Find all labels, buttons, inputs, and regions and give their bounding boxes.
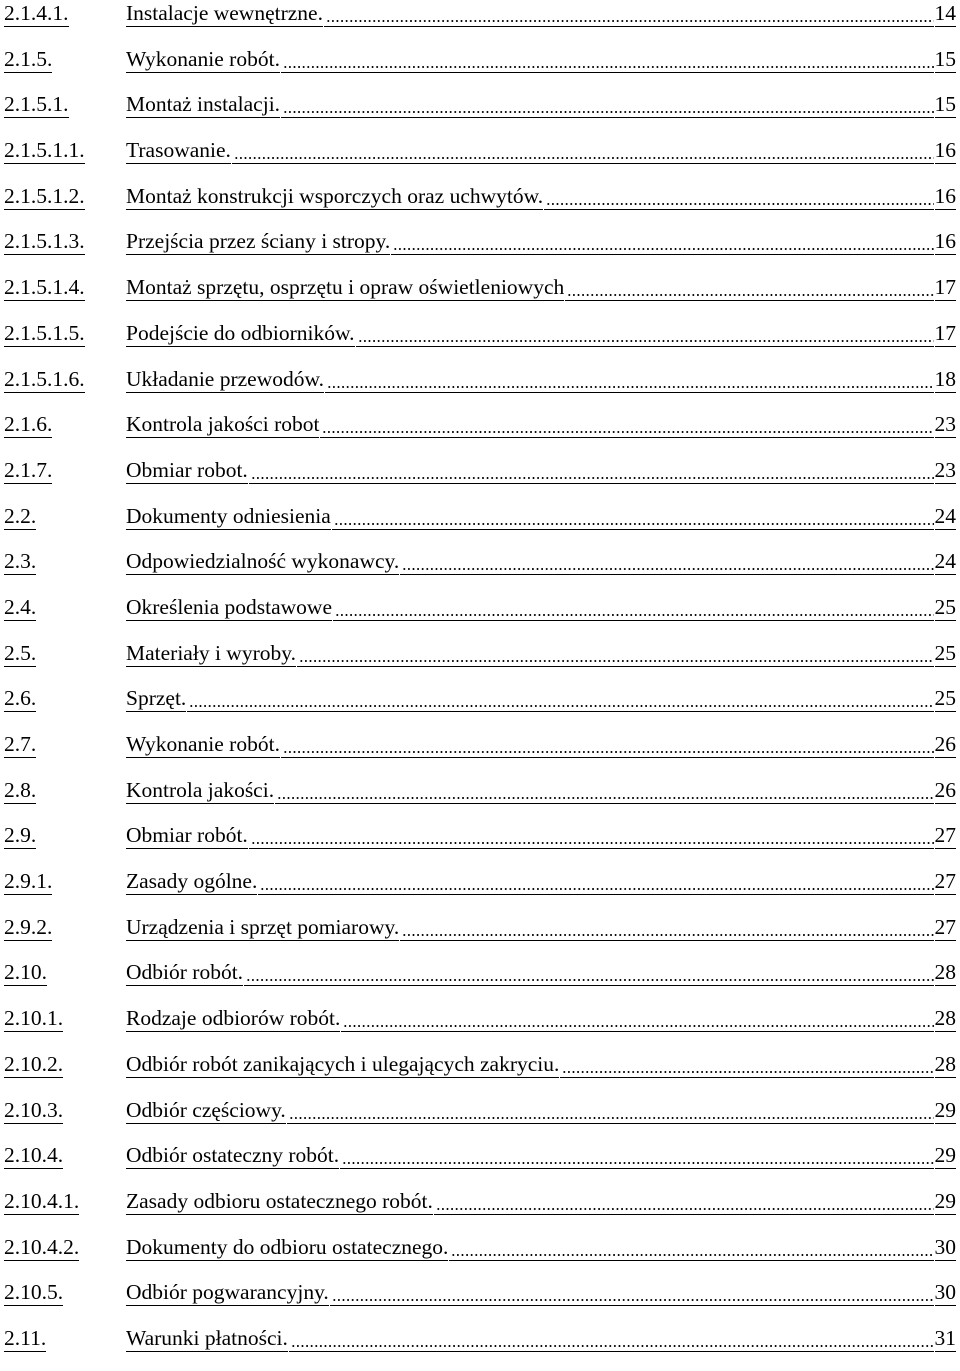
toc-entry-number-underline [4,803,36,804]
toc-dot-leader [325,366,933,393]
toc-entry-row [126,1005,956,1033]
toc-entry-link[interactable] [0,366,960,412]
toc-entry-link[interactable] [0,457,960,503]
toc-dot-leader [232,137,934,164]
toc-entry-link[interactable] [0,411,960,457]
toc-entry-row [126,0,956,28]
toc-entry-row [126,1234,956,1262]
toc-entry-row [126,91,956,119]
toc-entry-link[interactable] [0,1005,960,1051]
toc-entry-link[interactable] [0,1142,960,1188]
toc-entry-title: Rodzaje odbiorów robót. [126,1006,341,1031]
toc-entry[interactable] [0,1005,960,1051]
toc-entry-row [126,46,956,74]
toc-entry-title: Odbiór robót. [126,960,244,985]
toc-entry-row [126,685,956,713]
toc-entry-number: 2.9.1. [4,869,53,894]
toc-entry-link[interactable] [0,594,960,640]
toc-entry-number: 2.8. [4,777,37,802]
toc-entry-link[interactable] [0,1188,960,1234]
toc-entry-number-underline [4,483,52,484]
toc-entry-number: 2.7. [4,732,37,756]
toc-entry-number: 2.1.7. [4,457,53,482]
toc-entry-number: 2.1.5.1.6. [4,366,85,391]
toc-entry-number-underline [4,163,85,164]
toc-entry-number-underline [4,346,85,347]
toc-entry-link[interactable] [0,137,960,183]
toc-entry-row [126,183,956,211]
toc-dot-leader [434,1188,934,1215]
toc-entry-number: 2.9. [4,823,37,848]
toc-entry-page-number: 18 [934,366,956,391]
toc-entry-title: Odpowiedzialność wykonawcy. [126,549,400,574]
toc-entry[interactable] [0,457,960,503]
toc-dot-leader [391,228,933,255]
toc-entry-number: 2.1.5.1.1. [4,138,85,163]
toc-entry-title: Zasady ogólne. [126,869,258,894]
toc-entry-title: Warunki płatności. [126,1325,288,1350]
toc-dot-leader [320,411,933,438]
toc-entry-page-number: 17 [934,275,956,300]
toc-dot-leader [249,457,934,484]
toc-entry-title: Kontrola jakości. [126,777,275,802]
toc-dot-leader [356,320,934,347]
toc-entry-link[interactable] [0,731,960,777]
toc-entry-title: Kontrola jakości robot [126,412,320,437]
toc-dot-leader [297,640,934,667]
toc-entry[interactable] [0,959,960,1005]
toc-dot-leader [560,1051,933,1078]
toc-entry-number-underline [4,1214,79,1215]
toc-entry-link[interactable] [0,1097,960,1143]
toc-entry-link[interactable] [0,503,960,549]
toc-entry-number-underline [4,392,85,393]
toc-entry-row [126,274,956,302]
toc-entry[interactable] [0,91,960,137]
toc-entry-number: 2.3. [4,549,37,574]
toc-entry-title: Określenia podstawowe [126,594,332,619]
toc-entry-link[interactable] [0,1279,960,1325]
toc-entry-number-underline [4,529,36,530]
toc-entry[interactable] [0,228,960,274]
toc-entry[interactable] [0,1279,960,1325]
toc-entry-number-underline [4,985,47,986]
toc-entry-page-number: 26 [934,732,956,756]
toc-dot-leader [449,1234,933,1261]
toc-entry-row [126,320,956,348]
toc-entry-number: 2.1.5.1.3. [4,229,85,254]
toc-entry-link[interactable] [0,868,960,914]
toc-entry-link[interactable] [0,822,960,868]
toc-entry-title: Dokumenty do odbioru ostatecznego. [126,1234,449,1259]
toc-entry-title: Odbiór ostateczny robót. [126,1143,340,1168]
toc-entry-number: 2.10.5. [4,1280,64,1305]
toc-entry-page-number: 29 [934,1097,956,1122]
toc-dot-leader [332,503,934,530]
toc-entry-page-number: 27 [934,823,956,848]
toc-entry-number: 2.1.5. [4,46,53,71]
toc-entry[interactable] [0,1051,960,1097]
toc-entry-link[interactable] [0,640,960,686]
toc-entry-page-number: 17 [934,320,956,345]
toc-entry-number-underline [4,117,69,118]
toc-entry-row [126,822,956,850]
toc-entry-number-underline [4,574,36,575]
toc-entry-page-number: 23 [934,412,956,437]
toc-entry-number: 2.4. [4,594,37,619]
toc-dot-leader [333,594,934,621]
toc-entry-number-underline [4,1168,63,1169]
toc-dot-leader [330,1279,934,1306]
toc-entry[interactable] [0,1325,960,1371]
toc-entry-number: 2.9.2. [4,914,53,939]
toc-entry-row [126,1325,956,1353]
toc-entry-number-underline [4,437,52,438]
toc-entry-number-underline [4,894,52,895]
toc-entry[interactable] [0,1188,960,1234]
toc-entry-row [126,777,956,805]
toc-entry-link[interactable] [0,0,960,46]
toc-entry[interactable] [0,868,960,914]
toc-entry-page-number: 16 [934,138,956,163]
toc-entry-link[interactable] [0,777,960,823]
toc-entry-link[interactable] [0,274,960,320]
toc-entry-title: Układanie przewodów. [126,366,325,391]
toc-dot-leader [565,274,933,301]
toc-dot-leader [187,685,933,712]
toc-entry-row [126,503,956,531]
toc-entry-number: 2.10.3. [4,1097,64,1122]
toc-entry[interactable] [0,731,960,777]
toc-entry[interactable] [0,594,960,640]
toc-entry-page-number: 15 [934,46,956,71]
toc-entry-page-number: 28 [934,1051,956,1076]
toc-entry-number-underline [4,254,85,255]
toc-entry-number-underline [4,300,85,301]
toc-entry-link[interactable] [0,914,960,960]
toc-entry[interactable] [0,366,960,412]
toc-entry-page-number: 16 [934,183,956,208]
toc-dot-leader [341,1005,933,1032]
toc-entry-title: Montaż sprzętu, osprzętu i opraw oświetleniowych [126,275,565,300]
toc-entry[interactable] [0,46,960,92]
toc-entry-link[interactable] [0,1325,960,1371]
toc-entry-page-number: 25 [934,686,956,711]
toc-dot-leader [289,1325,934,1352]
toc-entry-link[interactable] [0,228,960,274]
toc-entry-number: 2.10.2. [4,1051,64,1076]
toc-entry-row [126,1097,956,1125]
toc-dot-leader [400,548,933,575]
toc-entry[interactable] [0,777,960,823]
toc-dot-leader [324,0,934,27]
toc-entry-row [126,1279,956,1307]
toc-entry-title: Instalacje wewnętrzne. [126,1,323,25]
toc-entry-link[interactable] [0,548,960,594]
toc-entry-row [126,868,956,896]
toc-dot-leader [281,731,934,758]
toc-dot-leader [249,822,934,849]
toc-entry-number-underline [4,1077,63,1078]
toc-entry-link[interactable] [0,320,960,366]
toc-entry[interactable] [0,548,960,594]
toc-dot-leader [275,777,933,804]
toc-dot-leader [244,959,933,986]
toc-entry-page-number: 27 [934,914,956,939]
toc-entry-page-number: 27 [934,869,956,894]
toc-entry-title: Obmiar robót. [126,823,248,848]
toc-entry-number: 2.6. [4,686,37,711]
toc-entry-page-number: 24 [934,503,956,528]
toc-entry-number: 2.1.6. [4,412,53,437]
toc-entry-title: Przejścia przez ściany i stropy. [126,229,391,254]
toc-entry[interactable] [0,411,960,457]
toc-entry-page-number: 31 [934,1325,956,1350]
toc-entry-page-number: 29 [934,1143,956,1168]
toc-entry-link[interactable] [0,1051,960,1097]
toc-entry-row [126,914,956,942]
toc-entry-title: Dokumenty odniesienia [126,503,331,528]
toc-entry-link[interactable] [0,183,960,229]
toc-dot-leader [340,1142,933,1169]
toc-dot-leader [258,868,933,895]
toc-entry-page-number: 23 [934,457,956,482]
toc-dot-leader [400,914,933,941]
toc-entry-number-underline [4,26,69,27]
toc-entry[interactable] [0,320,960,366]
toc-entry[interactable] [0,1142,960,1188]
toc-entry[interactable] [0,1097,960,1143]
toc-entry-number: 2.5. [4,640,37,665]
toc-entry-title: Sprzęt. [126,686,187,711]
toc-entry-page-number: 29 [934,1188,956,1213]
toc-entry-link[interactable] [0,46,960,92]
toc-entry-row [126,228,956,256]
toc-entry-row [126,1051,956,1079]
toc-entry-page-number: 26 [934,777,956,802]
toc-entry-number: 2.1.5.1.5. [4,320,85,345]
toc-entry-number-underline [4,940,52,941]
toc-entry-page-number: 30 [934,1280,956,1305]
toc-entry[interactable] [0,274,960,320]
toc-entry-number-underline [4,1351,46,1352]
toc-entry-number-underline [4,620,36,621]
toc-entry-page-number: 14 [934,1,956,25]
toc-entry-row [126,1142,956,1170]
toc-entry-row [126,731,956,759]
toc-entry-number-underline [4,1123,63,1124]
toc-entry[interactable] [0,1234,960,1280]
toc-entry-row [126,594,956,622]
toc-entry-number: 2.1.5.1. [4,92,69,117]
toc-entry-page-number: 28 [934,960,956,985]
toc-entry-title: Odbiór częściowy. [126,1097,286,1122]
toc-entry-title: Montaż instalacji. [126,92,281,117]
toc-entry-link[interactable] [0,685,960,731]
toc-entry[interactable] [0,183,960,229]
toc-entry-number-underline [4,757,36,758]
toc-entry-title: Odbiór pogwarancyjny. [126,1280,329,1305]
toc-entry-number-underline [4,666,36,667]
toc-entry-link[interactable] [0,959,960,1005]
toc-entry-number: 2.1.4.1. [4,1,69,25]
toc-entry-row [126,548,956,576]
toc-entry-number: 2.10. [4,960,47,985]
toc-entry[interactable] [0,503,960,549]
toc-entry-row [126,137,956,165]
toc-entry-row [126,366,956,394]
toc-entry-number-underline [4,1305,63,1306]
toc-entry-number: 2.2. [4,503,37,528]
toc-entry-number-underline [4,1031,63,1032]
toc-entry-number-underline [4,711,36,712]
toc-entry-title: Materiały i wyroby. [126,640,296,665]
toc-entry-number-underline [4,1260,79,1261]
toc-dot-leader [281,46,934,73]
toc-entry[interactable] [0,0,960,46]
toc-entry[interactable] [0,914,960,960]
toc-entry-page-number: 24 [934,549,956,574]
toc-entry-title: Wykonanie robót. [126,732,280,756]
toc-entry-title: Odbiór robót zanikających i ulegających zakryciu. [126,1051,560,1076]
toc-entry-page-number: 15 [934,92,956,117]
toc-entry-number: 2.10.1. [4,1006,64,1031]
toc-entry-page-number: 30 [934,1234,956,1259]
toc-entry-link[interactable] [0,1234,960,1280]
toc-entry-number-underline [4,72,52,73]
toc-entry-row [126,640,956,668]
toc-entry-row [126,411,956,439]
toc-entry-number: 2.11. [4,1325,47,1350]
toc-entry-row [126,959,956,987]
toc-entry-page-number: 16 [934,229,956,254]
toc-entry-number: 2.10.4.2. [4,1234,80,1259]
toc-entry-number-underline [4,848,36,849]
toc-entry-number: 2.1.5.1.4. [4,275,85,300]
toc-entry-title: Trasowanie. [126,138,231,163]
toc-entry-title: Podejście do odbiorników. [126,320,355,345]
toc-entry-title: Obmiar robot. [126,457,248,482]
toc-dot-leader [287,1097,934,1124]
toc-entry-title: Montaż konstrukcji wsporczych oraz uchwytów. [126,183,544,208]
toc-entry[interactable] [0,685,960,731]
toc-entry-row [126,457,956,485]
toc-entry-title: Urządzenia i sprzęt pomiarowy. [126,914,400,939]
toc-entry[interactable] [0,137,960,183]
toc-entry-page-number: 25 [934,640,956,665]
toc-dot-leader [544,183,933,210]
toc-entry-page-number: 28 [934,1006,956,1031]
toc-entry-link[interactable] [0,91,960,137]
toc-entry-title: Zasady odbioru ostatecznego robót. [126,1188,433,1213]
toc-entry-row [126,1188,956,1216]
toc-entry-page-number: 25 [934,594,956,619]
toc-dot-leader [281,91,933,118]
toc-entry[interactable] [0,640,960,686]
toc-entry-number: 2.10.4. [4,1143,64,1168]
toc-entry-title: Wykonanie robót. [126,46,280,71]
toc-entry-number-underline [4,209,85,210]
toc-entry[interactable] [0,822,960,868]
toc-entry-number: 2.10.4.1. [4,1188,80,1213]
toc-entry-number: 2.1.5.1.2. [4,183,85,208]
